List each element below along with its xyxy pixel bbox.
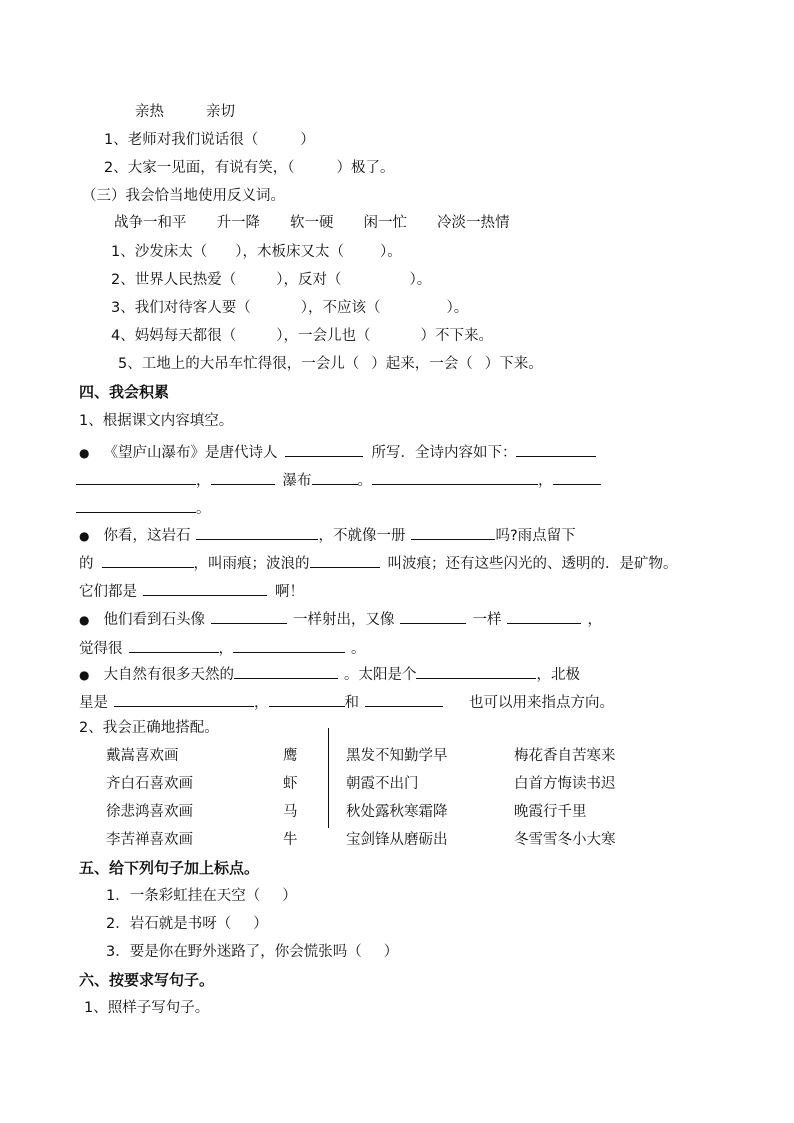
match-proverb-start[interactable]: 黑发不知勤学早: [346, 748, 448, 764]
bullet-2-line-1: ● 你看，这岩石 ，不就像一册 吗?雨点留下: [79, 523, 576, 546]
question-5-1: 1．一条彩虹挂在天空（ ）: [106, 888, 297, 904]
match-divider: [328, 728, 329, 828]
match-person[interactable]: 徐悲鸿喜欢画: [106, 804, 193, 820]
bullet-3-line-1: ● 他们看到石头像 一样射出，又像 一样 ，: [79, 607, 602, 630]
antonym-pairs: [114, 213, 510, 233]
section-5-title: 五、给下列句子加上标点。: [79, 859, 260, 877]
word-choice-row: [135, 102, 235, 122]
fill-blank[interactable]: [400, 607, 466, 624]
question-5-3: 3．要是你在野外迷路了，你会慌张吗（ ）: [106, 944, 399, 960]
fill-blank[interactable]: [234, 662, 338, 679]
match-person[interactable]: 李苦禅喜欢画: [106, 832, 193, 848]
fill-blank[interactable]: [312, 468, 358, 485]
fill-blank[interactable]: [285, 440, 363, 457]
bullet-1-line-2: ， 瀑布 。 ，: [76, 468, 601, 491]
fill-blank[interactable]: [211, 468, 275, 485]
bullet-2-line-3: 它们都是 啊！: [79, 579, 304, 602]
bullet-dot-icon: ●: [79, 613, 90, 627]
section-6-title: 六、按要求写句子。: [79, 971, 215, 989]
match-proverb-end[interactable]: 白首方悔读书迟: [514, 776, 616, 792]
question-5-2: 2．岩石就是书呀（ ）: [106, 916, 268, 932]
bullet-4-line-1: ● 大自然有很多天然的 。太阳是个 ，北极: [79, 662, 580, 685]
match-animal[interactable]: 虾: [283, 776, 298, 792]
match-proverb-start[interactable]: 朝霞不出门: [346, 776, 419, 792]
bullet-dot-icon: ●: [79, 446, 90, 460]
match-animal[interactable]: 牛: [283, 832, 298, 848]
match-animal[interactable]: 鹰: [283, 748, 298, 764]
section-4-sub1: 1、根据课文内容填空。: [79, 413, 234, 429]
match-proverb-end[interactable]: 梅花香自苦寒来: [514, 748, 616, 764]
bullet-4-line-2: 星是 ， 和 也可以用来指点方向。: [79, 690, 614, 713]
fill-blank[interactable]: [416, 662, 536, 679]
fill-blank[interactable]: [365, 690, 443, 707]
bullet-dot-icon: ●: [79, 668, 90, 682]
antonym-pair: 冷淡一热情: [437, 215, 510, 231]
match-person[interactable]: 齐白石喜欢画: [106, 776, 193, 792]
fill-blank[interactable]: [411, 523, 495, 540]
antonym-pair: 升一降: [216, 215, 260, 231]
section-4-sub2: 2、我会正确地搭配。: [79, 720, 219, 736]
question-2-2: 2、大家一见面，有说有笑，（ ）极了。: [104, 160, 395, 176]
fill-blank[interactable]: [114, 690, 254, 707]
match-proverb-end[interactable]: 冬雪雪冬小大寒: [514, 832, 616, 848]
fill-blank[interactable]: [102, 551, 194, 568]
word-choice: 亲切: [206, 104, 235, 120]
question-3-4: 4、妈妈每天都很（ ），一会儿也（ ）不下来。: [111, 328, 493, 344]
bullet-1-line-1: ● 《望庐山瀑布》是唐代诗人 所写．全诗内容如下：: [79, 440, 596, 463]
question-3-5: 5、工地上的大吊车忙得很，一会儿（ ）起来，一会（ ）下来。: [118, 356, 543, 372]
bullet-dot-icon: ●: [79, 529, 90, 543]
fill-blank[interactable]: [269, 690, 345, 707]
fill-blank[interactable]: [76, 468, 196, 485]
fill-blank[interactable]: [516, 440, 596, 457]
question-3-3: 3、我们对待客人要（ ），不应该（ ）。: [111, 300, 469, 316]
match-person[interactable]: 戴嵩喜欢画: [106, 748, 179, 764]
fill-blank[interactable]: [233, 636, 345, 653]
match-proverb-start[interactable]: 宝剑锋从磨砺出: [346, 832, 448, 848]
bullet-3-line-2: 觉得很 ， 。: [79, 636, 366, 659]
question-2-1: 1、老师对我们说话很（ ）: [104, 132, 315, 148]
fill-blank[interactable]: [129, 636, 219, 653]
fill-blank[interactable]: [76, 496, 196, 513]
fill-blank[interactable]: [372, 468, 538, 485]
antonym-pair: 软一硬: [290, 215, 334, 231]
section-6-sub1: 1、照样子写句子。: [84, 1000, 210, 1016]
question-3-1: 1、沙发床太（ ），木板床又太（ ）。: [111, 244, 402, 260]
match-proverb-end[interactable]: 晚霞行千里: [514, 804, 587, 820]
antonym-pair: 战争一和平: [114, 215, 187, 231]
fill-blank[interactable]: [196, 523, 318, 540]
match-animal[interactable]: 马: [283, 804, 298, 820]
fill-blank[interactable]: [507, 607, 581, 624]
antonym-pair: 闲一忙: [363, 215, 407, 231]
fill-blank[interactable]: [143, 579, 267, 596]
bullet-1-line-3: 。: [76, 496, 211, 519]
fill-blank[interactable]: [211, 607, 287, 624]
fill-blank[interactable]: [310, 551, 380, 568]
word-choice: 亲热: [135, 104, 164, 120]
bullet-2-line-2: 的 ，叫雨痕；波浪的 叫波痕；还有这些闪光的、透明的．是矿物。: [79, 551, 678, 574]
match-proverb-start[interactable]: 秋处露秋寒霜降: [346, 804, 448, 820]
section-4-title: 四、我会积累: [79, 383, 170, 401]
section-3-title: （三）我会恰当地使用反义词。: [82, 188, 285, 204]
question-3-2: 2、世界人民热爱（ ），反对（ ）。: [111, 272, 432, 288]
fill-blank[interactable]: [553, 468, 601, 485]
